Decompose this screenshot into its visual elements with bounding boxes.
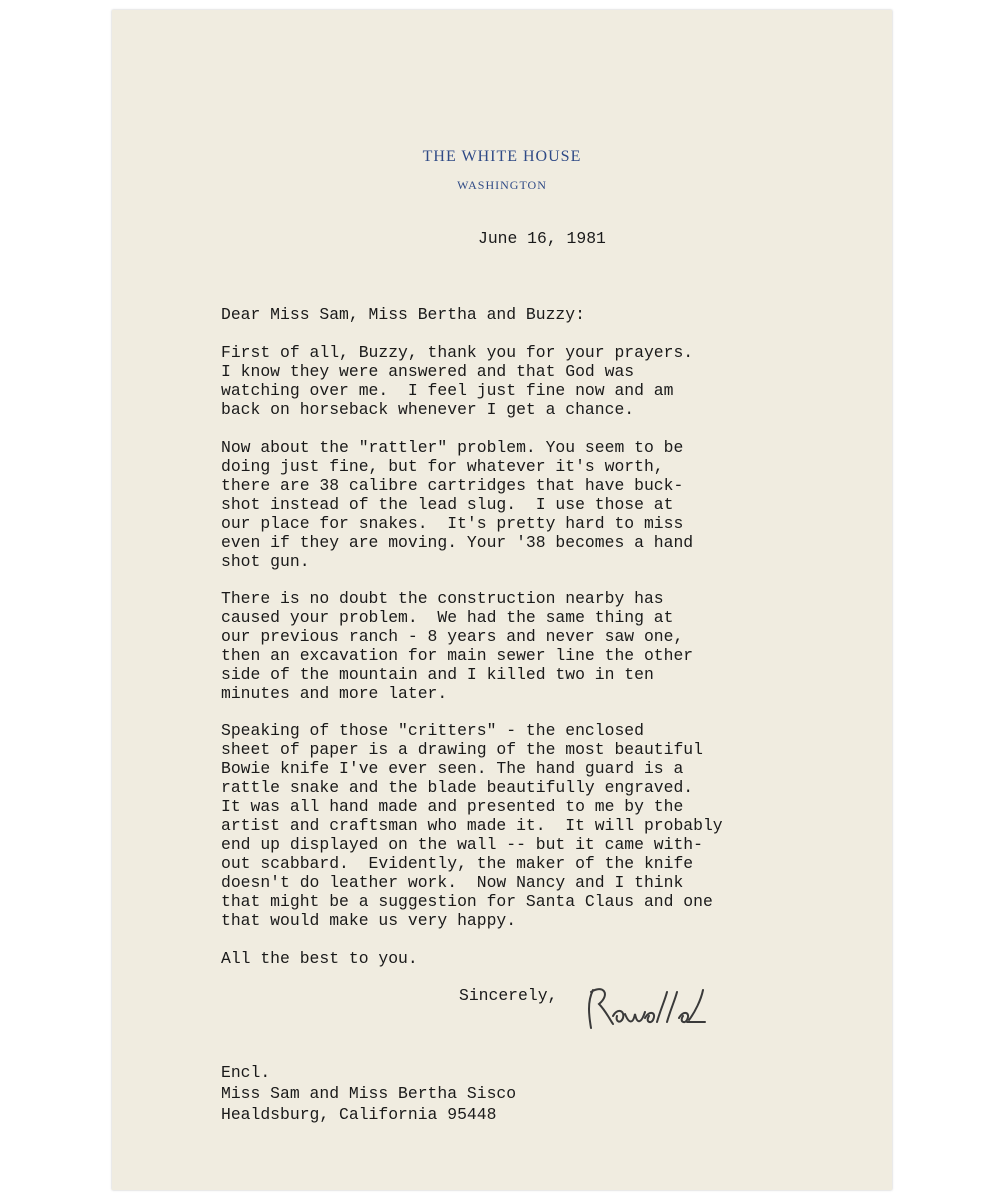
paragraph-rattler: Now about the "rattler" problem. You seem to be doing just fine, but for whatever it's worth, there are 38 calibre cartridges that have buck- shot instead of the lead slug. I use those at our place for snakes. It's pretty hard to miss even if they are moving. Your '38 becomes a hand shot gun. xyxy=(221,438,694,571)
letterhead-title: THE WHITE HOUSE xyxy=(422,148,582,165)
letter-date: June 16, 1981 xyxy=(478,229,606,248)
closing-line: All the best to you. xyxy=(221,949,418,968)
paragraph-construction: There is no doubt the construction nearby has caused your problem. We had the same thing at our previous ranch - 8 years and never saw one, then an excavation for main sewer line the other side of the mountain and I killed two in ten minutes and more later. xyxy=(221,589,694,703)
address-line-1: Miss Sam and Miss Bertha Sisco xyxy=(221,1084,517,1103)
valediction: Sincerely, xyxy=(459,986,558,1005)
paragraph-bowie-knife: Speaking of those "critters" - the enclosed sheet of paper is a drawing of the most beautiful Bowie knife I've ever seen. The hand guard is a rattle snake and the blade beautifully engraved. It was all hand made and presented to me by the artist and craftsman who made it. It will probably end up displayed on the wall -- but it came with- out scabbard. Evidently, the maker of the knife doesn't do leather work. Now Nancy and I think that might be a suggestion for Santa Claus and one that would make us very happy. xyxy=(221,721,723,930)
enclosure-note: Encl. xyxy=(221,1063,271,1082)
letter-paper xyxy=(112,10,892,1190)
salutation: Dear Miss Sam, Miss Bertha and Buzzy: xyxy=(221,305,585,324)
letterhead-subtitle: WASHINGTON xyxy=(457,178,547,192)
paragraph-prayers: First of all, Buzzy, thank you for your prayers. I know they were answered and that God was watching over me. I feel just fine now and am back on horseback whenever I get a chance. xyxy=(221,343,694,419)
address-line-2: Healdsburg, California 95448 xyxy=(221,1105,497,1124)
signature xyxy=(579,978,719,1038)
